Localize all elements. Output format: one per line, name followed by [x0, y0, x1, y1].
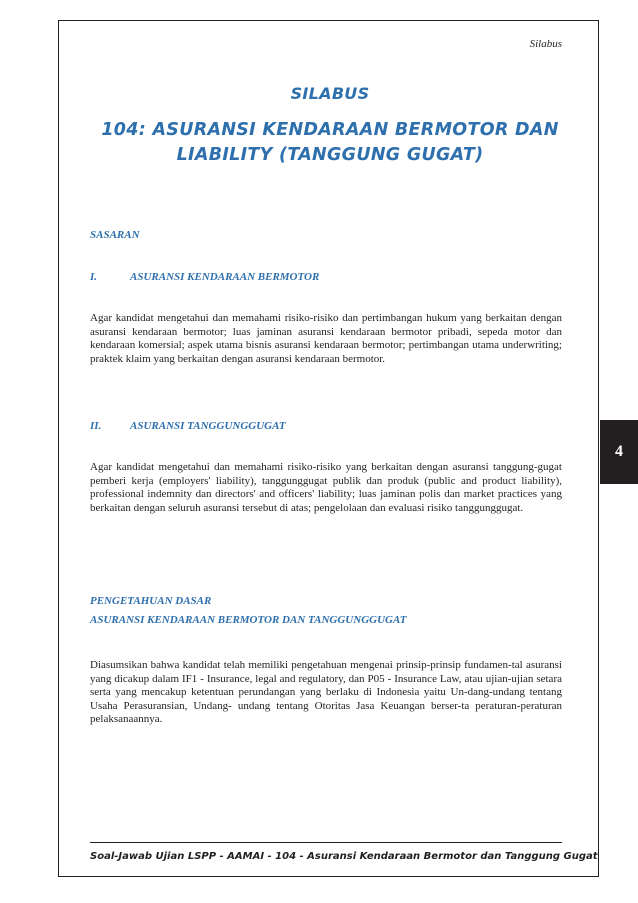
chapter-number: 4 [615, 443, 623, 460]
section-1-body: Agar kandidat mengetahui dan memahami risiko-risiko dan pertimbangan hukum yang berkaitan dengan asuransi kendaraan bermotor; luas jaminan asuransi kendaraan bermotor pribadi, sepeda motor dan kendaraan komersial; aspek utama bisnis asuransi kendaraan bermotor; pertimbangan utama underwriting; praktek klaim yang berkaitan dengan asuransi kendaraan bermotor. [90, 312, 562, 365]
footer-divider [90, 842, 562, 843]
section-2-number: II. [90, 420, 102, 432]
page-subtitle: 104: ASURANSI KENDARAAN BERMOTOR DAN LIABILITY (TANGGUNG GUGAT) [101, 120, 559, 165]
pengetahuan-heading: PENGETAHUAN DASAR [90, 595, 212, 607]
footer-text: Soal-Jawab Ujian LSPP - AAMAI - 104 - Asuransi Kendaraan Bermotor dan Tanggung Gugat [90, 851, 598, 862]
sasaran-heading: SASARAN [90, 229, 140, 241]
section-1-title: ASURANSI KENDARAAN BERMOTOR [130, 271, 320, 283]
section-2-body: Agar kandidat mengetahui dan memahami risiko-risiko yang berkaitan dengan asuransi tanggung-gugat pemberi kerja (employers' liability), tanggunggugat publik dan produk (public and product liability), professional indemnity dan directors' and officers' liability; luas jaminan polis dan market practices yang berkaitan dengan seluruh asuransi tersebut di atas; pengelolaan dan evaluasi risiko tanggunggugat. [90, 461, 562, 514]
running-header: Silabus [529, 38, 562, 50]
section-2-title: ASURANSI TANGGUNGGUGAT [130, 420, 286, 432]
page-title: SILABUS [290, 84, 370, 103]
section-1-heading [90, 271, 319, 283]
section-1-number: I. [90, 271, 98, 283]
chapter-tab [600, 420, 638, 484]
section-2-heading [90, 420, 286, 432]
pengetahuan-body: Diasumsikan bahwa kandidat telah memiliki pengetahuan mengenai prinsip-prinsip fundamen-tal asuransi yang dicakup dalam IF1 - Insurance, legal and regulatory, dan P05 - Insurance Law, atau ujian-ujian setara serta yang mencakup ketentuan perundangan yang berlaku di Indonesia yaitu Un-dang-undang tentang Usaha Perasuransian, Undang- undang tentang Otoritas Jasa Keuangan berser-ta peraturan-peraturan pelaksanaannya. [90, 659, 562, 726]
pengetahuan-subheading: ASURANSI KENDARAAN BERMOTOR DAN TANGGUNGGUGAT [90, 614, 407, 626]
